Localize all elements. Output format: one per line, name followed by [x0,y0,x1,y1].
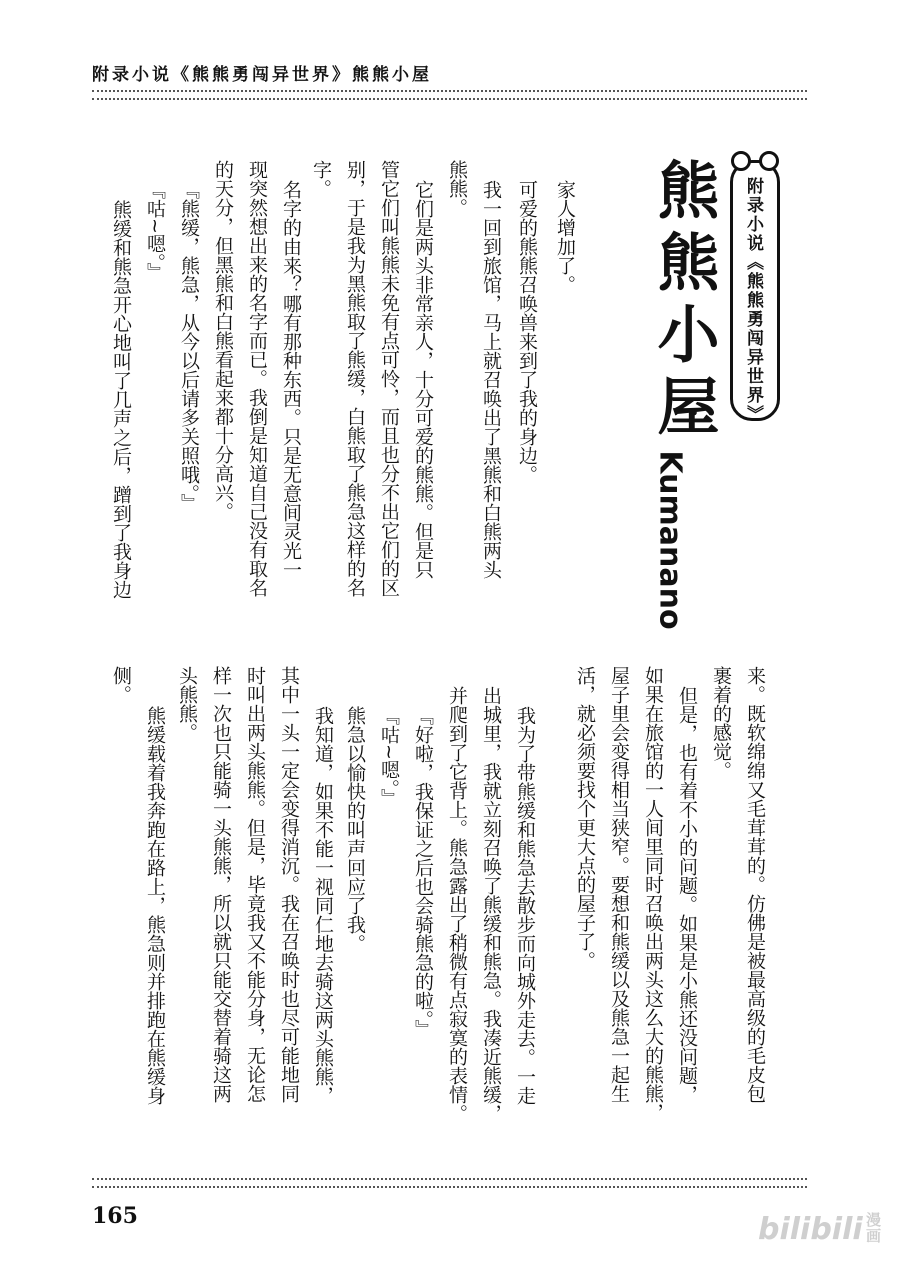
text-column: 并爬到了它背上。熊急露出了稍微有点寂寞的表情。 [446,686,468,1123]
text-column: 『熊缓，熊急，从今以后请多关照哦。』 [178,180,200,513]
running-header: 附录小说《熊熊勇闯异世界》熊熊小屋 [92,65,432,85]
footer-divider [92,1178,807,1188]
chapter-romaji [650,450,690,630]
text-column: 来。既软绵绵又毛茸茸的。仿佛是被最高级的毛皮包 [744,666,766,1103]
chapter-label-text: 附录小说《熊熊勇闯异世界》 [743,177,763,424]
text-column: 现突然想出来的名字而已。我倒是知道自己没有取名 [246,160,268,597]
chapter-label-badge [730,160,780,424]
text-column: 熊缓和熊急开心地叫了几声之后，蹭到了我身边 [110,200,132,599]
text-column: 屋子里会变得相当狭窄。要想和熊缓以及熊急一起生 [608,666,630,1103]
text-column: 的天分，但黑熊和白熊看起来都十分高兴。 [212,160,234,521]
text-column: 熊缓载着我奔跑在路上，熊急则并排跑在熊缓身 [144,706,166,1105]
text-column: 活，就必须要找个更大点的屋子了。 [574,666,596,970]
text-column: 出城里，我就立刻召唤了熊缓和熊急。我凑近熊缓， [480,686,502,1123]
watermark-sub: 漫画 [866,1211,882,1245]
text-column: 可爱的熊熊召唤兽来到了我的身边。 [516,180,538,484]
text-column: 如果在旅馆的一人间里同时召唤出两头这么大的熊熊， [642,666,664,1122]
text-column: 我为了带熊缓和熊急去散步而向城外走去。一走 [514,706,536,1105]
text-column: 时叫出两头熊熊。但是，毕竟我又不能分身，无论怎 [244,666,266,1103]
text-column: 名字的由来？哪有那种东西。只是无意间灵光一 [280,180,302,579]
text-column: 样一次也只能骑一头熊熊，所以就只能交替着骑这两 [210,666,232,1103]
watermark-logo [758,1211,882,1247]
watermark-text: bilibili [758,1212,863,1247]
header-divider [92,90,807,100]
text-column: 裹着的感觉。 [710,666,732,780]
chapter-title: 熊熊小屋 [647,158,720,446]
text-column: 我知道，如果不能一视同仁地去骑这两头熊熊， [312,706,334,1105]
chapter-romaji-text: Kumanano [652,450,688,630]
text-column: 家人增加了。 [554,180,576,294]
text-column: 我一回到旅馆，马上就召唤出了黑熊和白熊两头 [480,180,502,579]
text-column: 但是，也有着不小的问题。如果是小熊还没问题， [676,686,698,1104]
text-column: 『咕~嗯。』 [144,180,166,282]
text-column: 它们是两头非常亲人，十分可爱的熊熊。但是只 [412,180,434,579]
text-column: 其中一头一定会变得消沉。我在召唤时也尽可能地同 [278,666,300,1103]
text-column: 头熊熊。 [176,666,198,742]
text-column: 别，于是我为黑熊取了熊缓，白熊取了熊急这样的名 [344,160,366,597]
text-column: 『咕~嗯。』 [378,706,400,808]
text-column: 侧。 [110,666,132,704]
text-column: 字。 [310,160,332,198]
text-column: 熊急以愉快的叫声回应了我。 [344,706,366,953]
bear-ears-icon [735,151,775,169]
text-column: 『好啦，我保证之后也会骑熊急的啦。』 [412,706,434,1039]
text-column: 管它们叫熊熊未免有点可怜，而且也分不出它们的区 [378,160,400,597]
page-number: 165 [92,1203,138,1229]
text-column: 熊熊。 [446,160,468,217]
